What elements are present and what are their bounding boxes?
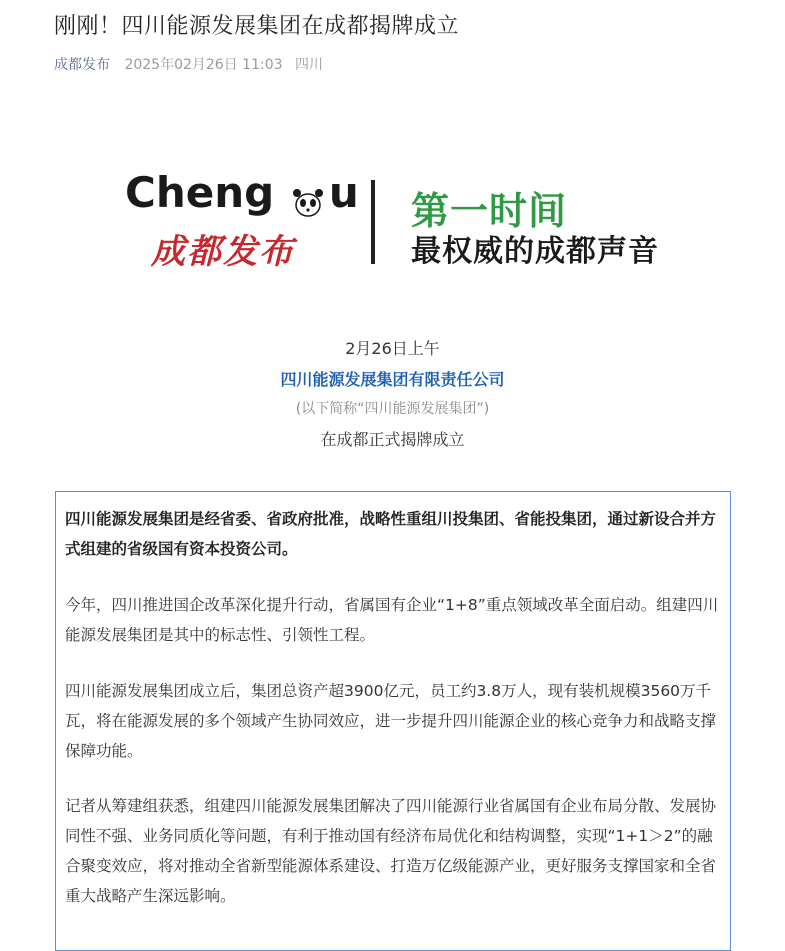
article-body-box [55, 491, 731, 951]
publish-location: 四川 [294, 57, 323, 73]
slogan-line2: 最权威的成都声音 [411, 234, 659, 269]
banner-divider [371, 180, 375, 264]
banner-image [115, 160, 685, 270]
logo-en-tail: u [328, 168, 359, 217]
logo-en-text: Cheng [125, 168, 275, 217]
body-paragraph-4: 记者从筹建组获悉，组建四川能源发展集团解决了四川能源行业省属国有企业布局分散、发展协同性不强、业务同质化等问题，有利于推动国有经济布局优化和结构调整，实现“1+1＞2”的融合聚变效应，将对推动全省新型能源体系建设、打造万亿级能源产业，更好服务支撑国家和全省重大战略产生深远影响。 [65, 797, 717, 905]
intro-event: 在成都正式揭牌成立 [320, 430, 465, 449]
publish-date: 2025年02月26日 11:03 [124, 57, 283, 73]
panda-icon [289, 180, 329, 212]
logo-cn-text: 成都发布 [151, 232, 295, 272]
intro-company: 四川能源发展集团有限责任公司 [280, 370, 505, 389]
slogan-line1: 第一时间 [411, 188, 568, 233]
chengdu-logo-text [125, 168, 359, 217]
intro-date: 2月26日上午 [345, 339, 440, 358]
body-paragraph-1: 四川能源发展集团是经省委、省政府批准，战略性重组川投集团、省能投集团，通过新设合并方式组建的省级国有资本投资公司。 [65, 510, 717, 558]
body-paragraph-2: 今年，四川推进国企改革深化提升行动，省属国有企业“1+8”重点领域改革全面启动。组建四川能源发展集团是其中的标志性、引领性工程。 [65, 596, 719, 644]
article-title: 刚刚！四川能源发展集团在成都揭牌成立 [54, 14, 460, 39]
body-paragraph-3: 四川能源发展集团成立后，集团总资产超3900亿元，员工约3.8万人，现有装机规模3560万千瓦，将在能源发展的多个领域产生协同效应，进一步提升四川能源企业的核心竞争力和战略支撑保障功能。 [65, 682, 717, 760]
article-meta [54, 54, 323, 74]
intro-abbrev: (以下简称“四川能源发展集团”) [295, 401, 490, 417]
author-link[interactable]: 成都发布 [54, 57, 110, 73]
